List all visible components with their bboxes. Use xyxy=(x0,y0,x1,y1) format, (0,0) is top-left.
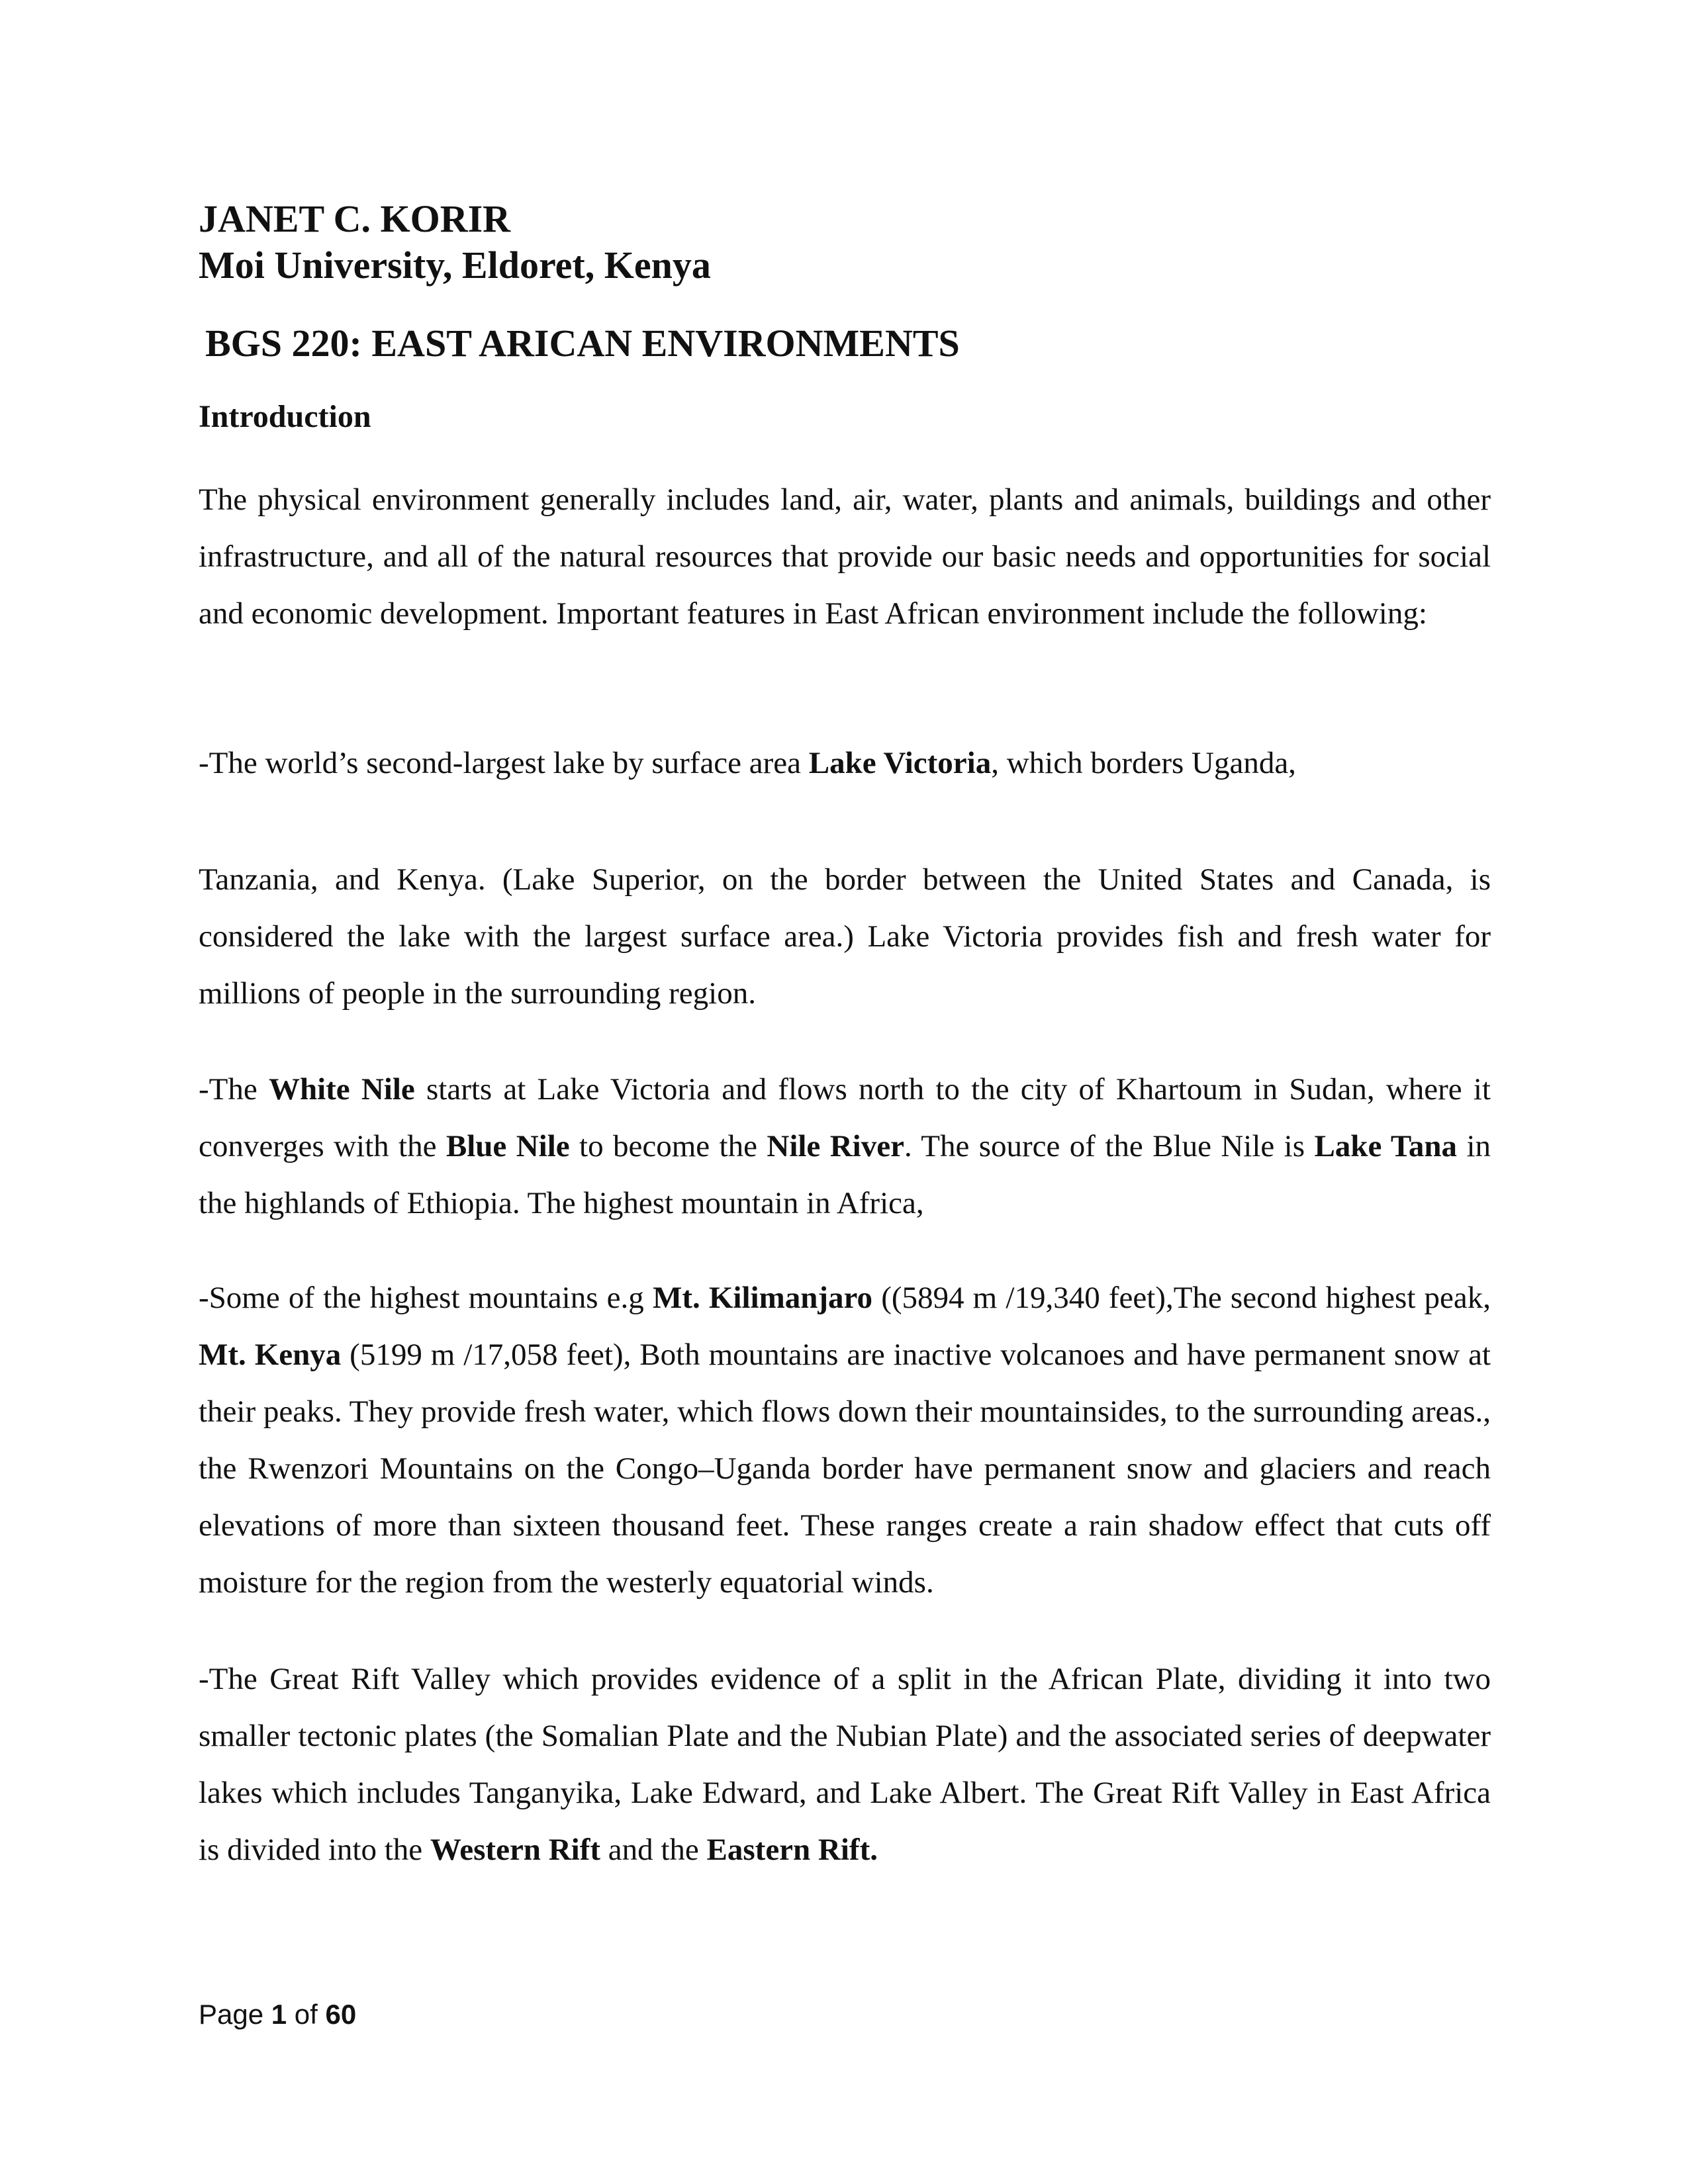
text-run: in the highlands of Ethiopia. The highest mountain in Africa, xyxy=(199,1129,1491,1220)
text-run: -The xyxy=(199,1072,269,1107)
text-run: (5199 m /17,058 feet), Both mountains are inactive volcanoes and have permanent snow at their peaks. They provide fresh water, which flows down their mountainsides, to the surrounding areas., the Rwenzori Mountains on the Congo–Uganda border have permanent snow and glaciers and reach elevations of more than sixteen thousand feet. These ranges create a rain shadow effect that cuts off moisture for the region from the westerly equatorial winds. xyxy=(199,1338,1491,1600)
bold-term-blue-nile: Blue Nile xyxy=(445,1129,570,1163)
bold-term-lake-victoria: Lake Victoria xyxy=(808,746,992,780)
text-run: , which borders Uganda, xyxy=(991,746,1296,780)
paragraph-mountains xyxy=(199,1269,1491,1611)
bold-term-western-rift: Western Rift xyxy=(430,1833,600,1867)
text-run: -Some of the highest mountains e.g xyxy=(199,1281,653,1315)
author-affiliation: Moi University, Eldoret, Kenya xyxy=(199,244,711,287)
section-heading-introduction: Introduction xyxy=(199,399,371,434)
text-run: . The source of the Blue Nile is xyxy=(904,1129,1315,1163)
page-footer xyxy=(199,1997,356,2032)
course-title: BGS 220: EAST ARICAN ENVIRONMENTS xyxy=(205,322,960,365)
bold-term-eastern-rift: Eastern Rift. xyxy=(706,1833,878,1867)
bold-term-nile-river: Nile River xyxy=(767,1129,904,1163)
page-of-label: of xyxy=(287,1999,326,2030)
paragraph-lake-victoria xyxy=(199,735,1491,792)
paragraph-lake-victoria-continued: Tanzania, and Kenya. (Lake Superior, on the border between the United States and Canada, is considered the lake with the largest surface area.) Lake Victoria provides fish and fresh water for millions of people in the surrounding region. xyxy=(199,862,1491,1011)
bold-term-white-nile: White Nile xyxy=(268,1072,415,1107)
text-run: ((5894 m /19,340 feet),The second highest peak, xyxy=(872,1281,1491,1315)
paragraph-nile xyxy=(199,1061,1491,1232)
text-run: -The world’s second-largest lake by surface area xyxy=(199,746,809,780)
author-name: JANET C. KORIR xyxy=(199,197,511,240)
text-run: to become the xyxy=(569,1129,767,1163)
page-total: 60 xyxy=(325,1999,357,2030)
paragraph-introduction: The physical environment generally includes land, air, water, plants and animals, buildings and other infrastructure, and all of the natural resources that provide our basic needs and opportunities for social and economic development. Important features in East African environment include the following: xyxy=(199,482,1491,631)
bold-term-mt-kilimanjaro: Mt. Kilimanjaro xyxy=(652,1281,873,1315)
bold-term-mt-kenya: Mt. Kenya xyxy=(199,1338,342,1372)
page-number: 1 xyxy=(271,1999,287,2030)
bold-term-lake-tana: Lake Tana xyxy=(1314,1129,1458,1163)
paragraph-great-rift-valley xyxy=(199,1651,1491,1878)
text-run: starts at Lake Victoria and flows north to the city of Khartoum in Sudan, where it converges with the xyxy=(199,1072,1491,1163)
page-label: Page xyxy=(199,1999,271,2030)
text-run: -The Great Rift Valley which provides evidence of a split in the African Plate, dividing it into two smaller tectonic plates (the Somalian Plate and the Nubian Plate) and the associated series of deepwater lakes which includes Tanganyika, Lake Edward, and Lake Albert. The Great Rift Valley in East Africa is divided into the xyxy=(199,1662,1491,1867)
text-run: and the xyxy=(600,1833,707,1867)
